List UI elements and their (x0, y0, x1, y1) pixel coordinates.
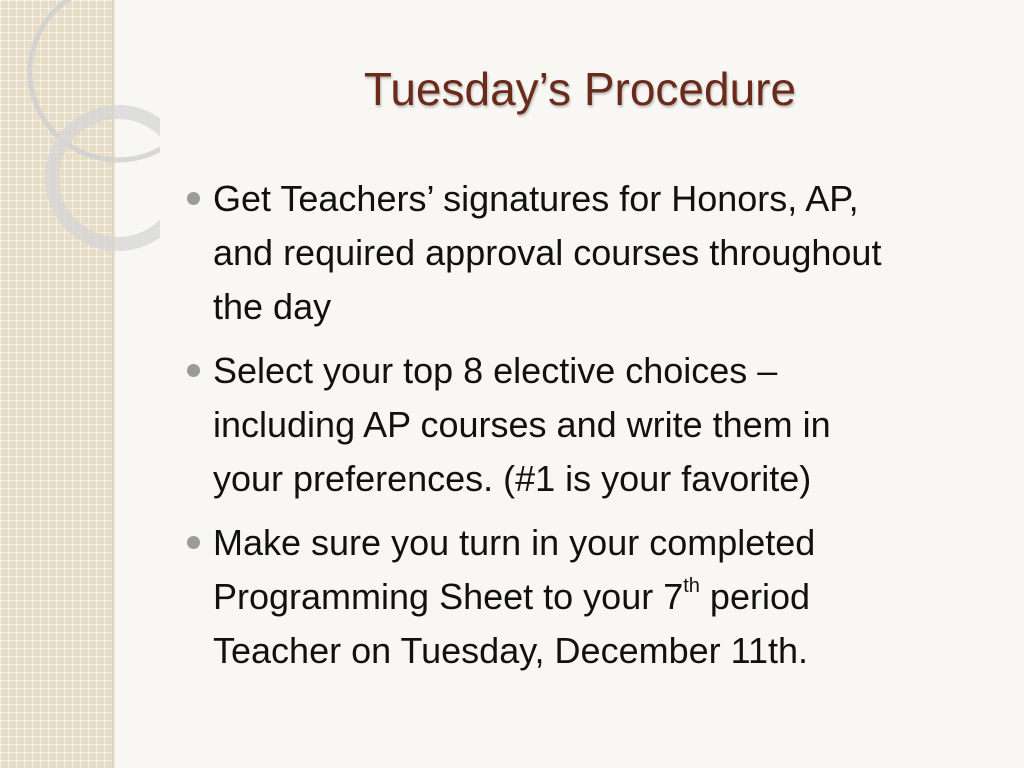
bullet-text-line: Teacher on Tuesday, December 11th. (213, 630, 809, 671)
bullet-text-line: and required approval courses throughout (213, 232, 882, 273)
bullet-text-fragment: Programming Sheet to your 7 (213, 576, 684, 617)
ordinal-superscript: th (683, 575, 700, 597)
bullet-text-line: including AP courses and write them in (213, 404, 831, 445)
bullet-item (185, 344, 1005, 506)
bullet-list (185, 172, 1005, 688)
decorative-circles-icon (0, 0, 160, 260)
bullet-item (185, 172, 1005, 334)
bullet-dot-icon (187, 364, 200, 377)
bullet-dot-icon (187, 192, 200, 205)
bullet-text-line: the day (213, 286, 332, 327)
bullet-text-fragment: period (699, 576, 810, 617)
bullet-item (185, 516, 1005, 678)
bullet-text-line: your preferences. (#1 is your favorite) (213, 458, 812, 499)
bullet-text-line (213, 570, 1005, 624)
bullet-text-line: Make sure you turn in your completed (213, 522, 816, 563)
bullet-text-line: Get Teachers’ signatures for Honors, AP, (213, 178, 859, 219)
decorative-circle-top (30, 0, 160, 160)
slide-title: Tuesday’s Procedure (363, 63, 797, 115)
bullet-text-line: Select your top 8 elective choices – (213, 350, 778, 391)
decorative-circle-bottom (52, 112, 160, 244)
bullet-dot-icon (187, 536, 200, 549)
